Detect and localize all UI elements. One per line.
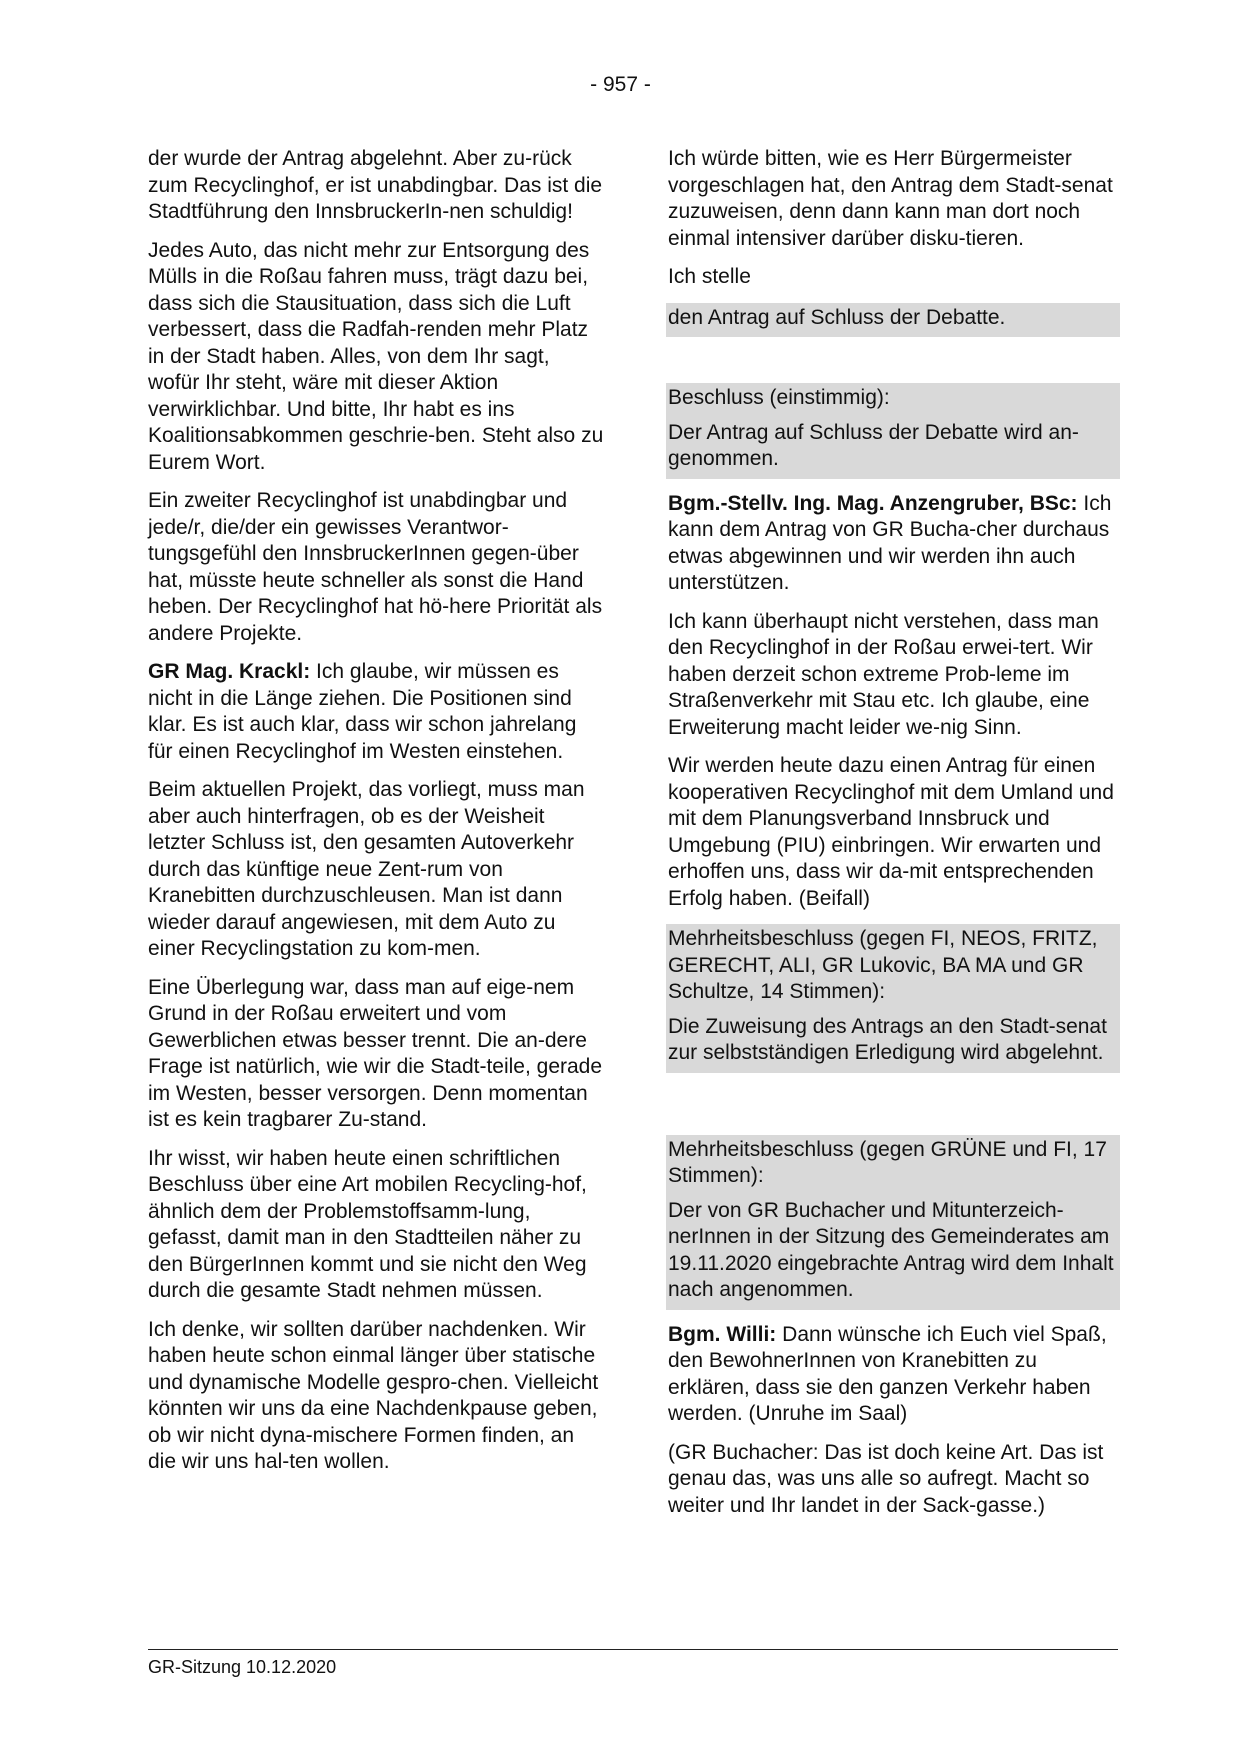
paragraph: der wurde der Antrag abgelehnt. Aber zu-rück zum Recyclinghof, er ist unabdingbar. Das ist die Stadtführung den InnsbruckerIn-nen schuldig! (148, 147, 603, 223)
decision-box (666, 924, 1120, 1073)
decision-title: Beschluss (einstimmig): (668, 386, 890, 409)
speech-text: Ich kann dem Antrag von GR Bucha-cher durchaus etwas abgewinnen und wir werden ihn auch unterstützen. (668, 491, 1112, 594)
decision-box (666, 1135, 1120, 1310)
right-column (668, 146, 1118, 1531)
paragraph: Ich kann überhaupt nicht verstehen, dass man den Recyclinghof in der Roßau erwei-tert. Wir haben derzeit schon extreme Prob-leme im Straßenverkehr mit Stau etc. Ich glaube, eine Erweiterung macht leider we-nig Sinn. (668, 609, 1099, 739)
speaker-name: Bgm.-Stellv. Ing. Mag. Anzengruber, BSc: (668, 491, 1078, 515)
decision-title: Mehrheitsbeschluss (gegen GRÜNE und FI, 17 Stimmen): (668, 1137, 1107, 1187)
paragraph: Ich denke, wir sollten darüber nachdenken. Wir haben heute schon einmal länger über statische und dynamische Modelle gespro-chen. Vielleicht könnten wir uns da eine Nachdenkpause geben, ob wir nicht dyna-mischere Formen finden, an die wir uns hal-ten wollen. (148, 1317, 599, 1473)
paragraph: Eine Überlegung war, dass man auf eige-nem Grund in der Roßau erweitert und vom Gewerblichen etwas besser trennt. Die an-dere Frage ist natürlich, wie wir die Stadt-teile, gerade im Westen, besser versorgen. Denn momentan ist es kein tragbarer Zu-stand. (148, 975, 603, 1131)
speech-text: Ich glaube, wir müssen es nicht in die Länge ziehen. Die Positionen sind klar. Es ist auch klar, dass wir schon jahrelang für einen Recyclinghof im Westen einstehen. (148, 660, 577, 763)
spacer (668, 337, 1118, 383)
paragraph: Ich stelle (668, 265, 751, 288)
speech-willi (668, 1322, 1118, 1428)
speaker-name: Bgm. Willi: (668, 1322, 777, 1346)
paragraph: Ein zweiter Recyclinghof ist unabdingbar und jede/r, die/der ein gewisses Verantwor-tungsgefühl den InnsbruckerInnen gegen-über hat, müsste heute schneller als sonst die Hand heben. Der Recyclinghof hat hö-here Priorität als andere Projekte. (148, 489, 603, 645)
interjection: (GR Buchacher: Das ist doch keine Art. Das ist genau das, was uns alle so aufregt. Macht so weiter und Ihr landet in der Sack-gasse.) (668, 1440, 1104, 1517)
decision-text: Der von GR Buchacher und Mitunterzeich-nerInnen in der Sitzung des Gemeinderates am 19.11.2020 eingebrachte Antrag wird dem Inhalt nach angenommen. (668, 1198, 1114, 1301)
speech-text: Dann wünsche ich Euch viel Spaß, den BewohnerInnen von Kranebitten zu erklären, dass sie den ganzen Verkehr haben werden. (Unruhe im Saal) (668, 1322, 1107, 1425)
speech-krackl (148, 659, 604, 765)
paragraph: Beim aktuellen Projekt, das vorliegt, muss man aber auch hinterfragen, ob es der Weisheit letzter Schluss ist, den gesamten Autoverkehr durch das künftige neue Zent-rum von Kranebitten durchzuschleusen. Man ist dann wieder darauf angewiesen, mit dem Auto zu einer Recyclingstation zu kom-men. (148, 778, 585, 960)
decision-text: Die Zuweisung des Antrags an den Stadt-senat zur selbstständigen Erledigung wird abgelehnt. (668, 1014, 1107, 1064)
footer-rule (148, 1649, 1118, 1650)
decision-box (666, 383, 1120, 479)
page-number: - 957 - (590, 73, 651, 96)
decision-title: Mehrheitsbeschluss (gegen FI, NEOS, FRITZ, GERECHT, ALI, GR Lukovic, BA MA und GR Schultze, 14 Stimmen): (668, 927, 1098, 1003)
left-column (148, 146, 604, 1488)
speaker-name: GR Mag. Krackl: (148, 660, 311, 683)
paragraph: Ihr wisst, wir haben heute einen schriftlichen Beschluss über eine Art mobilen Recycling-hof, ähnlich dem der Problemstoffsamm-lung, gefasst, damit man in den Stadtteilen näher zu den BürgerInnen kommt und sie nicht den Weg durch die gesamte Stadt nehmen müssen. (148, 1146, 587, 1302)
paragraph: Ich würde bitten, wie es Herr Bürgermeister vorgeschlagen hat, den Antrag dem Stadt-senat zuzuweisen, denn dann kann man dort noch einmal intensiver darüber disku-tieren. (668, 147, 1113, 250)
motion-text: den Antrag auf Schluss der Debatte. (668, 305, 1006, 329)
motion-box (666, 303, 1120, 338)
decision-text: Der Antrag auf Schluss der Debatte wird an-genommen. (668, 420, 1079, 470)
paragraph: Wir werden heute dazu einen Antrag für einen kooperativen Recyclinghof mit dem Umland und mit dem Planungsverband Innsbruck und Umgebung (PIU) einbringen. Wir erwarten und erhoffen uns, dass wir da-mit entsprechenden Erfolg haben. (Beifall) (668, 754, 1114, 910)
footer-text: GR-Sitzung 10.12.2020 (148, 1657, 337, 1677)
speech-anzengruber (668, 491, 1118, 597)
paragraph: Jedes Auto, das nicht mehr zur Entsorgung des Mülls in die Roßau fahren muss, trägt dazu bei, dass sich die Stausituation, dass sich die Luft verbessert, dass die Radfah-renden mehr Platz in der Stadt haben. Alles, von dem Ihr sagt, wofür Ihr steht, wäre mit dieser Aktion verwirklichbar. Und bitte, Ihr habt es ins Koalitionsabkommen geschrie-ben. Steht also zu Eurem Wort. (148, 238, 604, 474)
spacer (668, 1073, 1118, 1135)
